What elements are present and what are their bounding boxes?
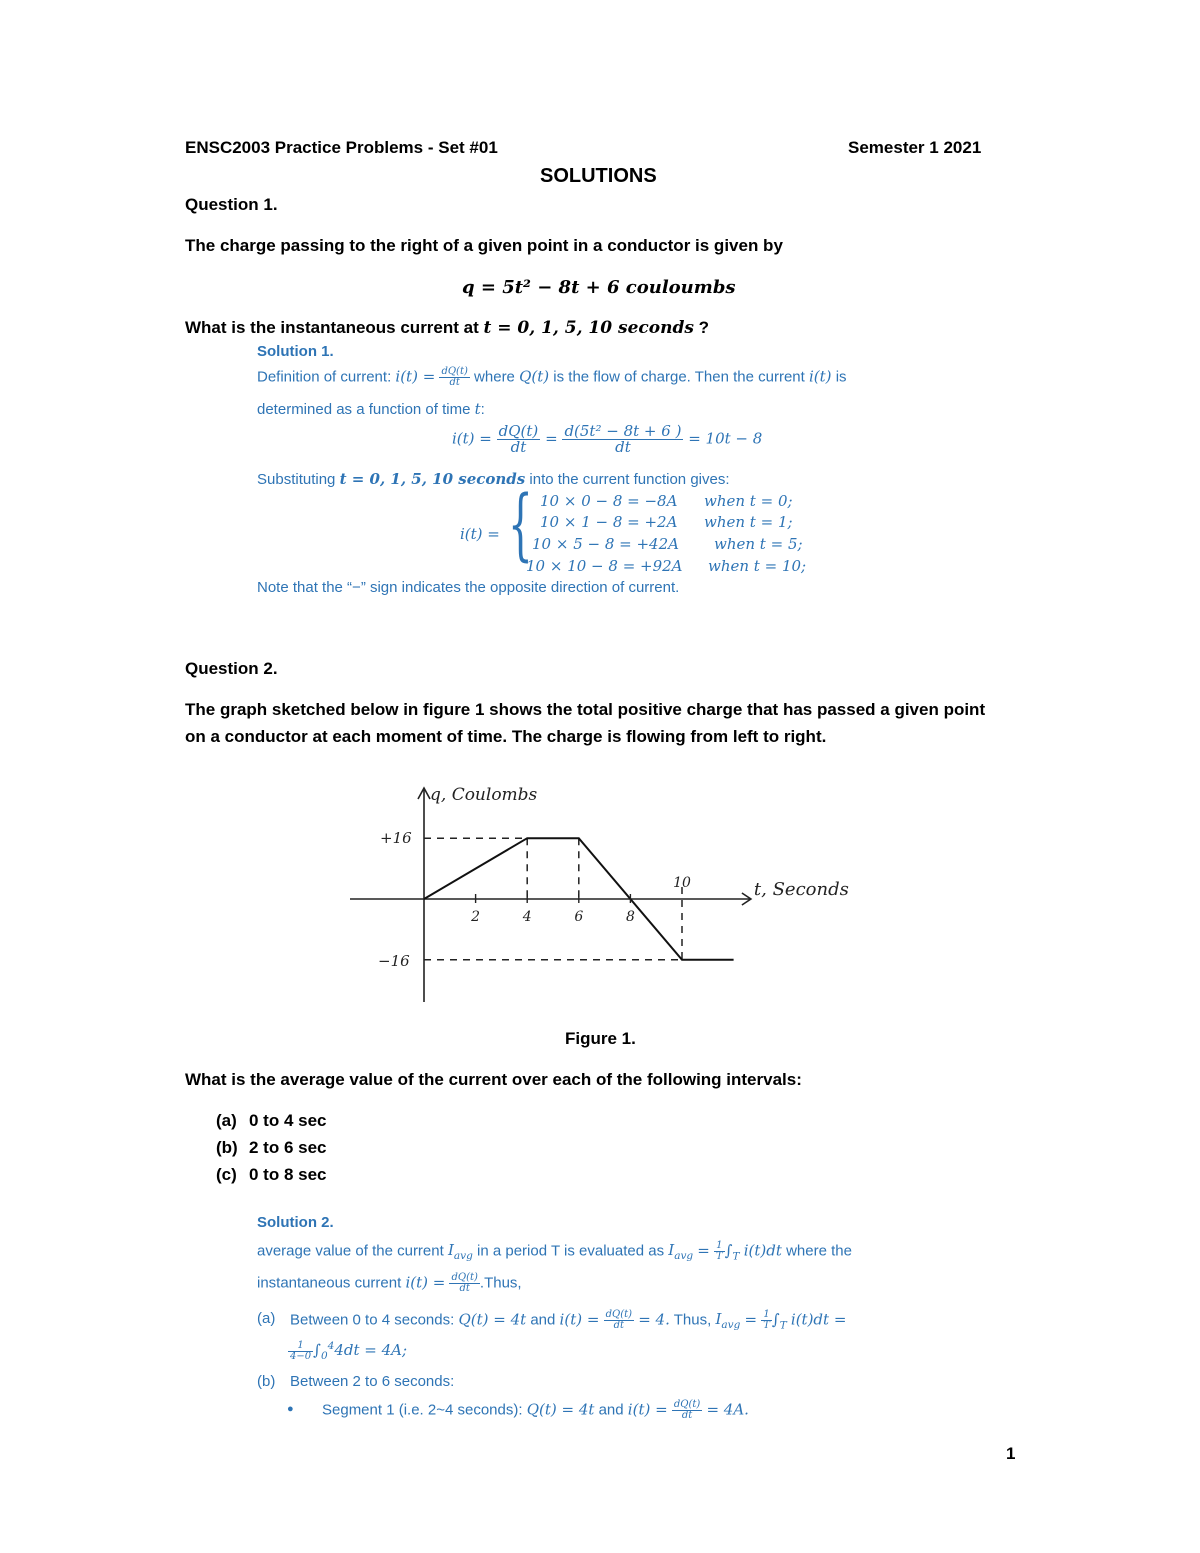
interval-b-text: 2 to 6 sec (249, 1138, 327, 1157)
case-cond-2: when t = 5; (714, 535, 803, 553)
question-1-ask (185, 318, 709, 338)
line2-end: : (480, 401, 485, 418)
segment-1-and: and (598, 1401, 624, 1419)
part-a-I-sub: avg (721, 1319, 741, 1332)
interval-c-text: 0 to 8 sec (249, 1165, 327, 1184)
case-expr-1: 10 × 1 − 8 = +2A (540, 513, 678, 531)
part-a-eq: = (744, 1310, 758, 1329)
y-tick-label: −16 (378, 951, 410, 970)
avg-frac-num: 1 (714, 1241, 725, 1252)
interval-a-label: (a) (216, 1111, 237, 1130)
substitution-suffix: into the current function gives: (529, 471, 730, 488)
derivative-result: = 10t − 8 (688, 429, 763, 448)
y-tick-label: +16 (380, 829, 412, 848)
question-1-ask-suffix: ? (698, 318, 710, 337)
cases-brace: { (508, 480, 533, 570)
definition-where: where (474, 368, 515, 386)
part-a2-integral: ∫ (313, 1341, 321, 1359)
case-expr-2: 10 × 5 − 8 = +42A (532, 535, 679, 553)
part-a-label: (a) (257, 1310, 276, 1327)
derivative-den-2: dt (615, 438, 631, 456)
part-a-Q: Q(t) = 4t (458, 1310, 527, 1329)
part-a-text: Between 0 to 4 seconds: (290, 1311, 455, 1329)
definition-i: i(t) (808, 367, 832, 386)
x-tick-label: 6 (574, 909, 584, 925)
case-cond-3: when t = 10; (708, 557, 807, 575)
part-a-thus: Thus, (673, 1311, 712, 1329)
avg-integrand: i(t)dt (743, 1241, 782, 1260)
segment-1-num: dQ(t) (673, 1399, 701, 1410)
part-a-and: and (530, 1311, 556, 1329)
part-a2-lower: 0 (320, 1350, 328, 1362)
header-semester: Semester 1 2021 (848, 138, 982, 157)
segment-1-i: i(t) = (627, 1400, 668, 1419)
segment-1-val: = 4A. (706, 1400, 749, 1419)
derivative-num-2: d(5t² − 8t + 6 ) (564, 422, 682, 440)
inst-end: .Thus, (479, 1274, 522, 1292)
part-b-label: (b) (257, 1373, 276, 1390)
inst-lhs: i(t) = (405, 1273, 446, 1292)
case-cond-0: when t = 0; (704, 492, 793, 510)
segment-1-line (322, 1400, 749, 1421)
question-2-statement-2: on a conductor at each moment of time. The charge is flowing from left to right. (185, 727, 827, 746)
inst-den: dt (459, 1283, 470, 1294)
inst-num: dQ(t) (451, 1272, 478, 1283)
solution-2-line2 (257, 1273, 522, 1294)
avg-I: I (447, 1241, 454, 1260)
definition-numerator: dQ(t) (441, 366, 468, 377)
segment-1-Q: Q(t) = 4t (526, 1400, 595, 1419)
inst-fraction (449, 1273, 479, 1294)
solution-2-heading: Solution 2. (257, 1214, 334, 1231)
avg-formula-fraction (714, 1241, 725, 1262)
part-a-frac-den: T (763, 1320, 770, 1331)
question-1-statement: The charge passing to the right of a given point in a conductor is given by (185, 236, 783, 255)
x-axis-label: t, Seconds (753, 879, 849, 900)
derivative-num-1: dQ(t) (498, 422, 539, 440)
segment-1-text: Segment 1 (i.e. 2~4 seconds): (322, 1401, 523, 1419)
bullet-icon: ● (287, 1403, 294, 1415)
solution-2-line1 (257, 1241, 852, 1262)
question-1-ask-times: t = 0, 1, 5, 10 seconds (483, 318, 694, 338)
part-a-frac-num: 1 (761, 1310, 772, 1321)
substitution-times: t = 0, 1, 5, 10 seconds (339, 470, 526, 488)
segment-1-den: dt (681, 1410, 693, 1421)
part-a-integral: ∫ (771, 1310, 780, 1329)
avg-integral: ∫ (724, 1241, 733, 1260)
chart-root (350, 785, 849, 1002)
line2-text: determined as a function of time (257, 401, 471, 418)
derivative-lhs: i(t) = (452, 429, 492, 448)
header-course: ENSC2003 Practice Problems - Set #01 (185, 138, 498, 157)
page-number: 1 (1006, 1444, 1016, 1463)
part-a-fraction (604, 1310, 634, 1331)
interval-a-text: 0 to 4 sec (249, 1111, 327, 1130)
part-a-integrand: i(t)dt = (790, 1310, 847, 1329)
part-a2-rest: 4dt = 4A; (334, 1341, 408, 1359)
part-a-integral-sub: T (779, 1319, 787, 1332)
derivative-fraction-2 (562, 424, 683, 455)
interval-c-label: (c) (216, 1165, 237, 1184)
avg-formula-sub: avg (674, 1250, 694, 1263)
avg-prefix: average value of the current (257, 1242, 444, 1260)
question-2-ask: What is the average value of the current over each of the following intervals: (185, 1070, 802, 1089)
derivative-den-1: dt (510, 438, 527, 456)
y-axis-label: q, Coulombs (430, 785, 538, 805)
definition-middle: is the flow of charge. Then the current (553, 368, 805, 386)
solution-1-definition (257, 367, 847, 388)
part-a-i: i(t) = (559, 1310, 600, 1329)
part-a-den: dt (613, 1320, 625, 1331)
definition-lhs: i(t) = (395, 367, 436, 386)
avg-formula-I: I (668, 1241, 675, 1260)
derivative-equation (452, 424, 762, 455)
part-b-text: Between 2 to 6 seconds: (290, 1373, 455, 1390)
part-a2-upper: 4 (327, 1340, 335, 1352)
question-1-ask-prefix: What is the instantaneous current at (185, 318, 479, 337)
case-expr-3: 10 × 10 − 8 = +92A (526, 557, 683, 575)
part-a-line2 (288, 1340, 407, 1362)
question-1-heading: Question 1. (185, 195, 278, 214)
interval-b-label: (b) (216, 1138, 238, 1157)
solution-1-heading: Solution 1. (257, 343, 334, 360)
part-a2-num: 1 (288, 1341, 313, 1352)
derivative-eq: = (545, 429, 558, 448)
substitution-line (257, 470, 730, 488)
part-a-frac-1T (761, 1310, 772, 1331)
definition-denominator: dt (449, 377, 460, 388)
page-title: SOLUTIONS (540, 165, 657, 187)
avg-I-sub: avg (453, 1250, 473, 1263)
solution-1-line2 (257, 400, 485, 418)
avg-frac-den: T (716, 1251, 723, 1262)
avg-integral-sub: T (732, 1250, 740, 1263)
line2-var: t (474, 400, 481, 418)
case-expr-0: 10 × 0 − 8 = −8A (540, 492, 678, 510)
inst-prefix: instantaneous current (257, 1274, 402, 1292)
definition-prefix: Definition of current: (257, 368, 392, 386)
part-a-val: = 4. (638, 1310, 670, 1329)
part-a2-den: 4−0 (290, 1350, 312, 1362)
x-tick-label: 4 (522, 909, 532, 925)
x-tick-label: 10 (673, 875, 691, 891)
question-2-statement-1: The graph sketched below in figure 1 shows the total positive charge that has passed a given point (185, 700, 986, 719)
part-a-num: dQ(t) (605, 1309, 633, 1320)
avg-middle: in a period T is evaluated as (477, 1242, 665, 1260)
definition-fraction (439, 367, 469, 388)
part-a2-fraction (288, 1341, 313, 1362)
derivative-fraction-1 (497, 424, 541, 455)
question-2-heading: Question 2. (185, 659, 278, 678)
cases-lhs: i(t) = (460, 525, 500, 543)
part-a-I: I (715, 1310, 722, 1329)
part-a-line (290, 1310, 846, 1331)
figure-1-caption: Figure 1. (565, 1029, 636, 1048)
x-tick-label: 2 (471, 909, 481, 925)
charge-equation: q = 5t² − 8t + 6 couloumbs (462, 277, 736, 298)
figure-1-chart (340, 770, 870, 1015)
definition-end: is (835, 368, 847, 386)
x-tick-label: 8 (625, 909, 635, 925)
definition-Q: Q(t) (519, 367, 550, 386)
avg-end: where the (786, 1242, 852, 1260)
case-cond-1: when t = 1; (704, 513, 793, 531)
segment-1-fraction (672, 1400, 702, 1421)
avg-formula-eq: = (697, 1241, 710, 1260)
sign-note: Note that the “−” sign indicates the opposite direction of current. (257, 579, 680, 596)
substitution-prefix: Substituting (257, 471, 336, 488)
